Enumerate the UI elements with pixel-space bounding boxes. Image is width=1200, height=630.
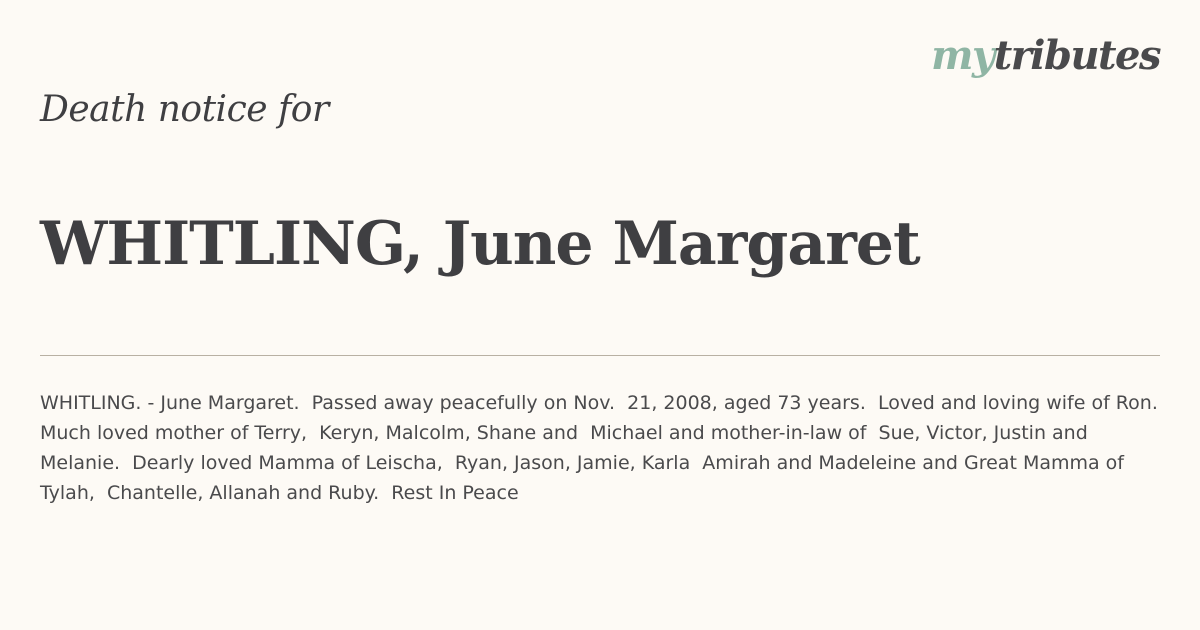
logo-tributes: tributes [993,32,1160,79]
notice-kicker: Death notice for [40,89,329,130]
notice-text: WHITLING. - June Margaret. Passed away peacefully on Nov. 21, 2008, aged 73 years. Loved and loving wife of Ron. Much loved mother of Terry, Keryn, Malcolm, Shane and Michael and mother-in-law of Sue, Victor, Justin and Melanie. Dearly loved Mamma of Leischa, Ryan, Jason, Jamie, Karla Amirah and Madeleine and Great Mamma of Tylah, Chantelle, Allanah and Ruby. Rest In Peace [40,392,1170,504]
logo-my: my [931,32,994,79]
deceased-name: WHITLING, June Margaret [40,209,920,279]
mytributes-logo[interactable] [931,32,1160,79]
divider [40,355,1160,356]
